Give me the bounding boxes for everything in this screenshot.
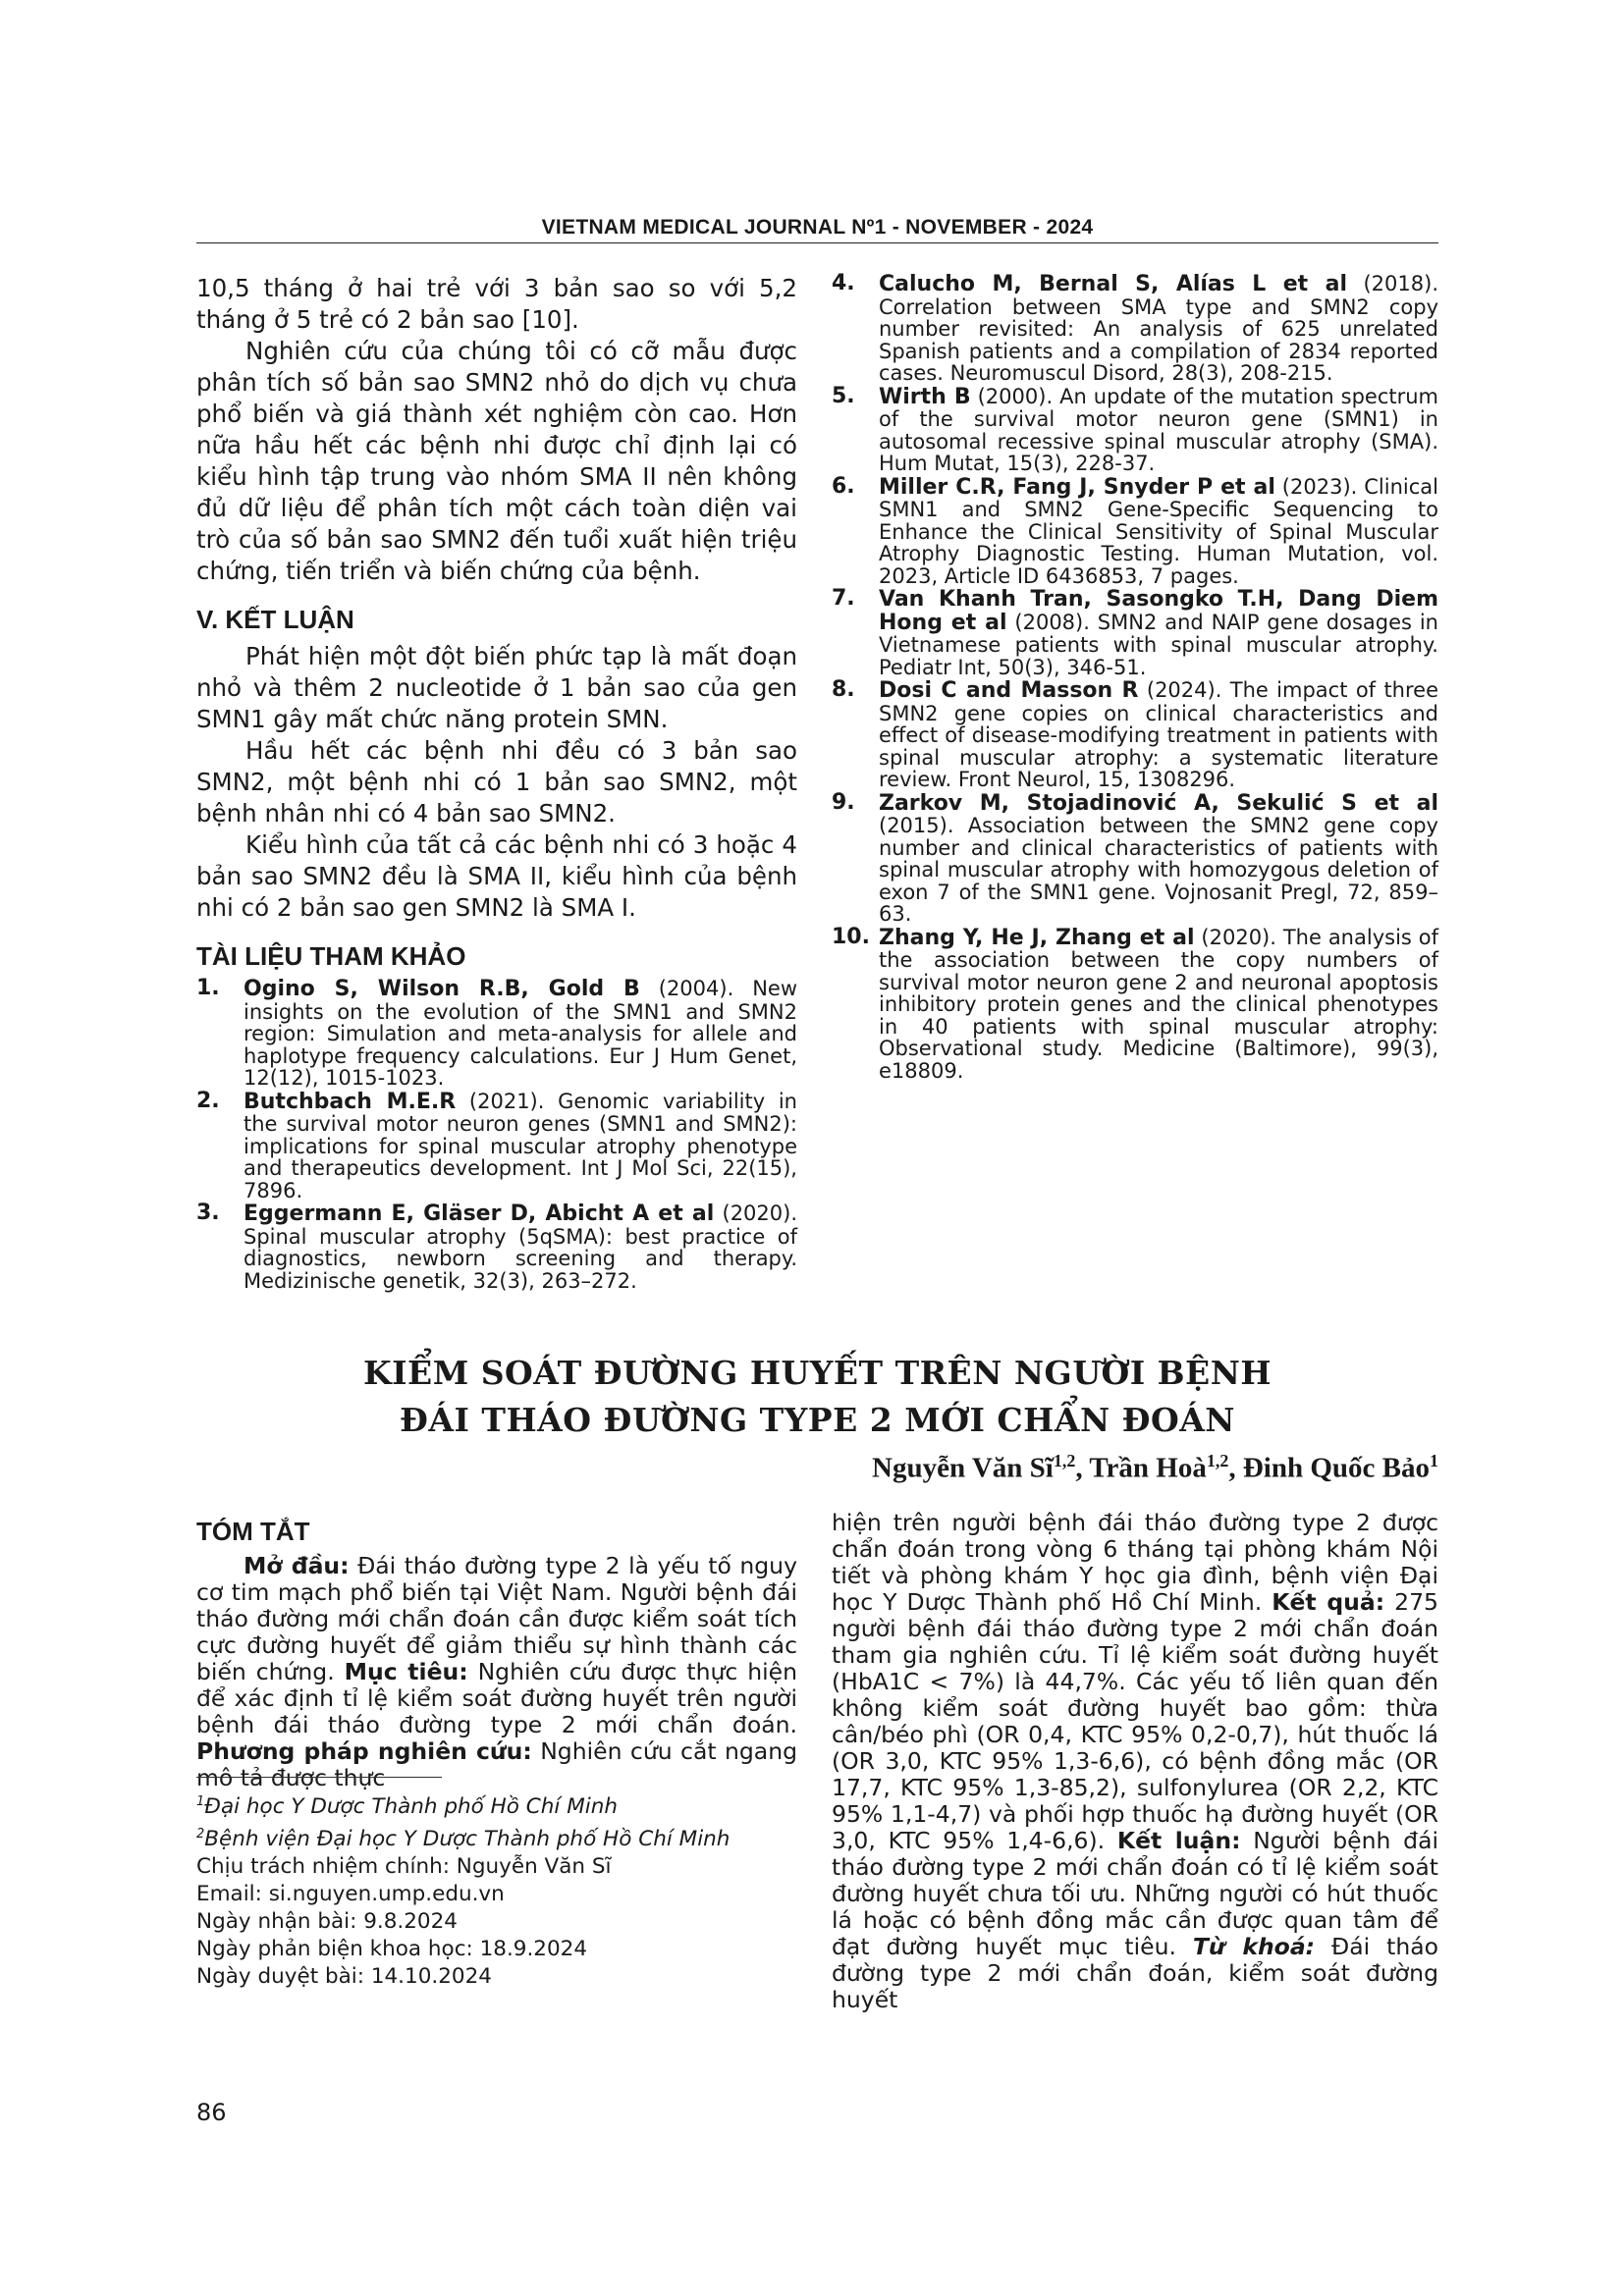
reference-details: (2018). Correlation between SMA type and SMN2 copy number revisited: An analysis of 625 unrelated Spanish patients and a compilation of 2834 reported cases. Neuromuscul Disord, 28(3), 208-215. — [879, 272, 1438, 385]
footnotes — [196, 1789, 797, 1991]
author-separator: , — [1228, 1452, 1243, 1484]
reference-number: 6. — [832, 473, 855, 499]
abstract-segment: Nghiên cứu được thực hiện để xác định tỉ lệ kiểm soát đường huyết trên người bệnh đái tháo đường type 2 mới chẩn đoán. — [196, 1658, 797, 1738]
abstract-segment: Nghiên cứu cắt ngang mô tả được thực — [196, 1737, 798, 1791]
author-name: Nguyễn Văn Sĩ — [872, 1452, 1054, 1484]
reference-number: 8. — [832, 677, 855, 702]
article-title — [196, 1350, 1438, 1444]
references-heading: TÀI LIỆU THAM KHẢO — [196, 941, 466, 971]
reference-authors: Wirth B — [879, 384, 971, 409]
reference-number: 10. — [832, 924, 870, 949]
abstract-label: Kết quả: — [1272, 1588, 1385, 1616]
conclusion-paragraph-1: Phát hiện một đột biến phức tạp là mất đoạn nhỏ và thêm 2 nucleotide ở 1 bản sao của gen SMN1 gây mất chức năng protein SMN. — [196, 642, 797, 733]
reference-details: (2008). SMN2 and NAIP gene dosages in Vietnamese patients with spinal muscular atrophy. Pediatr Int, 50(3), 346-51. — [879, 610, 1438, 679]
reference-number: 5. — [832, 383, 855, 408]
abstract-heading: TÓM TẮT — [196, 1517, 310, 1546]
conclusion-heading: V. KẾT LUẬN — [196, 605, 354, 634]
abstract-left-column — [196, 1517, 797, 1791]
reference-item — [196, 978, 797, 1090]
reference-item — [832, 789, 1438, 926]
article-title-line-2: ĐÁI THÁO ĐƯỜNG TYPE 2 MỚI CHẨN ĐOÁN — [400, 1401, 1235, 1439]
reference-details: (2004). New insights on the evolution of the SMN1 and SMN2 region: Simulation and meta-analysis for allele and haplotype frequency calculations. Eur J Hum Genet, 12(12), 1015-1023. — [244, 977, 797, 1090]
conclusion-paragraph-2: Hầu hết các bệnh nhi đều có 3 bản sao SMN2, một bệnh nhi có 1 bản sao SMN2, một bệnh nhân nhi có 4 bản sao SMN2. — [196, 736, 797, 828]
author-affiliation-marker: 1,2 — [1053, 1451, 1076, 1470]
received-date: Ngày nhận bài: 9.8.2024 — [196, 1909, 458, 1935]
reference-details: (2020). Spinal muscular atrophy (5qSMA): best practice of diagnostics, newborn screening and therapy. Medizinische genetik, 32(3), 263–272. — [244, 1201, 798, 1293]
reference-authors: Dosi C and Masson R — [879, 678, 1139, 703]
abstract-label: Mở đầu: — [244, 1552, 350, 1579]
reference-list-left — [196, 978, 797, 1292]
reference-details: (2021). Genomic variability in the survival motor neuron genes (SMN1 and SMN2): implications for spinal muscular atrophy phenotype and therapeutics development. Int J Mol Sci, 22(15), 7896. — [244, 1089, 797, 1202]
reference-item — [196, 1202, 797, 1292]
discussion-paragraph-1: 10,5 tháng ở hai trẻ với 3 bản sao so với 5,2 tháng ở 5 trẻ có 2 bản sao [10]. — [196, 274, 797, 334]
reference-authors: Calucho M, Bernal S, Alías L et al — [879, 272, 1348, 296]
discussion-paragraph-2: Nghiên cứu của chúng tôi có cỡ mẫu được phân tích số bản sao SMN2 nhỏ do dịch vụ chưa phổ biến và giá thành xét nghiệm còn cao. Hơn nữa hầu hết các bệnh nhi được chỉ định lại có kiểu hình tập trung vào nhóm SMA II nên không đủ dữ liệu để phân tích một cách toàn diện vai trò của số bản sao SMN2 đến tuổi xuất hiện triệu chứng, tiến triển và biến chứng của bệnh. — [196, 337, 797, 585]
reference-authors: Ogino S, Wilson R.B, Gold B — [244, 977, 640, 1001]
reference-number: 9. — [832, 789, 855, 815]
page-number: 86 — [196, 2099, 227, 2126]
accepted-date: Ngày duyệt bài: 14.10.2024 — [196, 1964, 492, 1990]
reference-item — [832, 588, 1438, 678]
reference-details: (2020). The analysis of the association between the copy numbers of survival motor neuron gene 2 and neuronal apoptosis inhibitory protein genes and the clinical phenotypes in 40 patients with spinal muscular atrophy: Observational study. Medicine (Baltimore), 99(3), e18809. — [879, 925, 1438, 1083]
prev-article-right-column — [832, 273, 1438, 1083]
affiliation-1: $^1$Đại học Y Dược Thành phố Hồ Chí Minh — [196, 1794, 618, 1820]
reference-details: (2023). Clinical SMN1 and SMN2 Gene-Specific Sequencing to Enhance the Clinical Sensitivity of Spinal Muscular Atrophy Diagnostic Testing. Human Mutation, vol. 2023, Article ID 6436853, 7 pages. — [879, 474, 1438, 588]
author-name: Đinh Quốc Bảo — [1242, 1452, 1430, 1484]
reference-number: 4. — [832, 271, 855, 295]
conclusion-paragraph-3: Kiểu hình của tất cả các bệnh nhi có 3 hoặc 4 bản sao SMN2 đều là SMA II, kiểu hình của bệnh nhi có 2 bản sao gen SMN2 là SMA I. — [196, 830, 797, 922]
article-title-line-1: KIỂM SOÁT ĐƯỜNG HUYẾT TRÊN NGƯỜI BỆNH — [362, 1354, 1272, 1392]
abstract-segment: Người bệnh đái tháo đường type 2 mới chẩn đoán có tỉ lệ kiểm soát đường huyết chưa tối ưu. Những người có hút thuốc lá hoặc có bệnh đồng mắc cần được quan tâm để đạt đường huyết mục tiêu. — [832, 1827, 1439, 1960]
author-affiliation-marker: 1 — [1430, 1451, 1438, 1470]
reference-authors: Zarkov M, Stojadinović A, Sekulić S et al — [879, 790, 1438, 816]
reference-number: 3. — [196, 1201, 220, 1225]
running-header: VIETNAM MEDICAL JOURNAL Nº1 - NOVEMBER - 2024 — [541, 216, 1094, 239]
abstract-label: Mục tiêu: — [344, 1658, 468, 1685]
reference-authors: Butchbach M.E.R — [244, 1089, 457, 1114]
reference-authors: Zhang Y, He J, Zhang et al — [879, 925, 1195, 950]
reference-number: 1. — [196, 976, 220, 1000]
reference-item — [832, 383, 1439, 475]
reference-number: 7. — [832, 586, 855, 611]
reference-details: (2024). The impact of three SMN2 gene copies on clinical characteristics and effect of disease-modifying treatment in patients with spinal muscular atrophy: a systematic literature review. Front Neurol, 15, 1308296. — [879, 678, 1438, 791]
abstract-left-text — [196, 1553, 797, 1791]
abstract-label: Kết luận: — [1116, 1827, 1241, 1854]
reference-authors: Eggermann E, Gläser D, Abicht A et al — [244, 1201, 715, 1226]
abstract-right-column — [832, 1510, 1438, 2013]
abstract-right-text — [832, 1510, 1438, 2013]
author-affiliation-marker: 1,2 — [1206, 1451, 1229, 1470]
reference-item — [832, 924, 1438, 1083]
reference-item — [196, 1088, 797, 1202]
keywords-label: Từ khoá: — [1192, 1933, 1316, 1960]
corresponding-author: Chịu trách nhiệm chính: Nguyễn Văn Sĩ — [196, 1854, 612, 1880]
reference-list-right — [832, 273, 1438, 1082]
abstract-label: Phương pháp nghiên cứu: — [196, 1737, 532, 1765]
reference-item — [832, 273, 1438, 385]
affiliation-2: $^2$Bệnh viện Đại học Y Dược Thành phố Hồ Chí Minh — [196, 1827, 731, 1852]
reference-details: (2000). An update of the mutation spectrum of the survival motor neuron gene (SMN1) in autosomal recessive spinal muscular atrophy (SMA). Hum Mutat, 15(3), 228-37. — [879, 384, 1439, 475]
reference-details: (2015). Association between the SMN2 gene copy number and clinical characteristics of patients with spinal muscular atrophy with homozygous deletion of exon 7 of the SMN1 gene. Vojnosanit Pregl, 72, 859–63. — [879, 814, 1438, 926]
footnote-rule — [196, 1777, 442, 1778]
reference-item — [832, 679, 1438, 791]
email: Email: si.nguyen.ump.edu.vn — [196, 1882, 505, 1907]
author-separator: , — [1075, 1452, 1090, 1484]
prev-article-left-column — [196, 273, 797, 1293]
abstract-segment: 275 người bệnh đái tháo đường type 2 mới chẩn đoán tham gia nghiên cứu. Tỉ lệ kiểm soát đường huyết (HbA1C < 7%) là 44,7%. Các yếu tố liên quan đến không kiểm soát đường huyết bao gồm: thừa cân/béo phì (OR 0,4, KTC 95% 0,2-0,7), hút thuốc lá (OR 3,0, KTC 95% 1,3-6,6), có bệnh đồng mắc (OR 17,7, KTC 95% 1,3-85,2), sulfonylurea (OR 2,2, KTC 95% 1,1-4,7) và phối hợp thuốc hạ đường huyết (OR 3,0, KTC 95% 1,4-6,6). — [832, 1588, 1438, 1854]
abstract-segment: Đái tháo đường type 2 là yếu tố nguy cơ tim mạch phổ biến tại Việt Nam. Người bệnh đái tháo đường mới chẩn đoán cần được kiểm soát tích cực đường huyết để giảm thiểu sự hình thành các biến chứng. — [196, 1552, 797, 1685]
reference-number: 2. — [196, 1088, 220, 1113]
reference-authors: Van Khanh Tran, Sasongko T.H, Dang Diem Hong et al — [879, 587, 1438, 635]
header-rule — [196, 242, 1438, 243]
abstract-segment: hiện trên người bệnh đái tháo đường type 2 được chẩn đoán trong vòng 6 tháng tại phòng khám Nội tiết và phòng khám Y học gia đình, bệnh viện Đại học Y Dược Thành phố Hồ Chí Minh. — [832, 1509, 1438, 1616]
reference-authors: Miller C.R, Fang J, Snyder P et al — [879, 474, 1275, 500]
authors-line — [589, 1451, 1438, 1485]
author-name: Trần Hoà — [1089, 1452, 1207, 1484]
keywords: Đái tháo đường type 2 mới chẩn đoán, kiểm soát đường huyết — [832, 1933, 1439, 2013]
reference-item — [832, 473, 1438, 588]
review-date: Ngày phản biện khoa học: 18.9.2024 — [196, 1937, 588, 1962]
